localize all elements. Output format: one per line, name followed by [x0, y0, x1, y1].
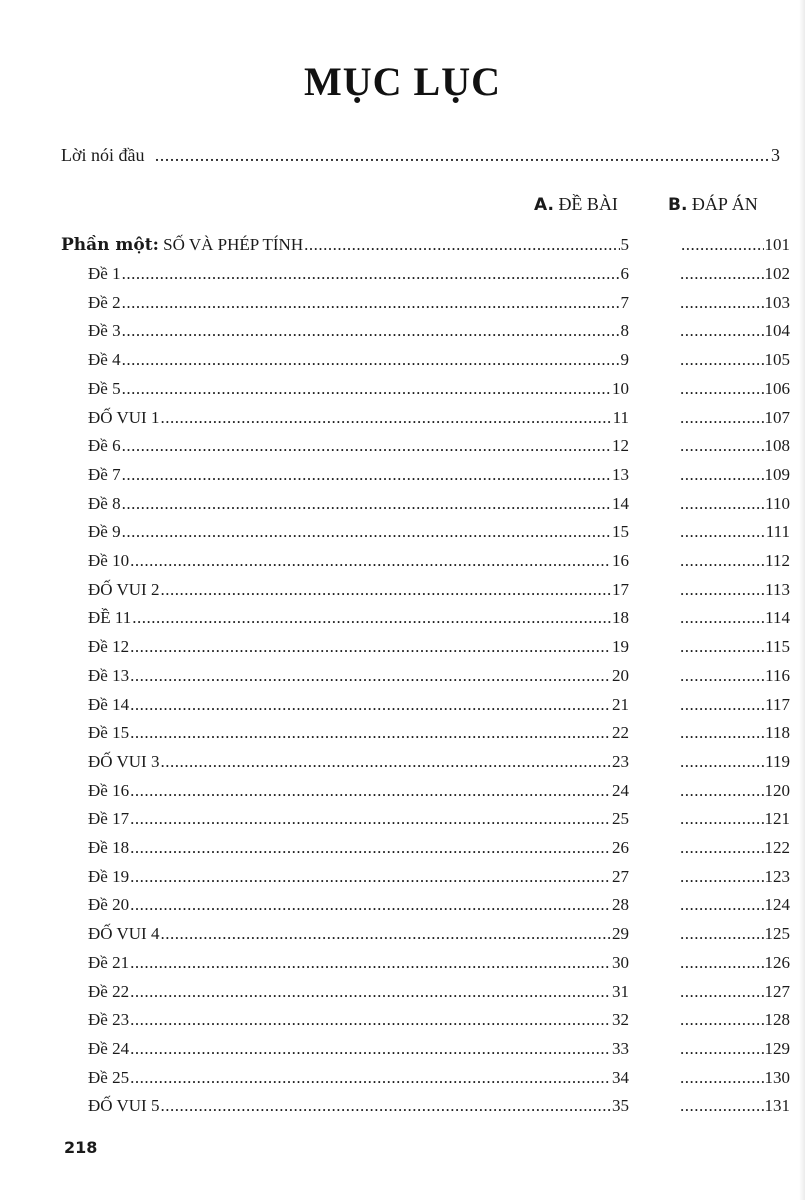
entry-page: 29	[612, 924, 629, 943]
entry-label: Đề 4	[88, 350, 121, 369]
toc-entry-row[interactable]	[88, 292, 629, 314]
entry-page: 8	[620, 321, 629, 340]
book-spine-shadow	[799, 0, 805, 1200]
entry-label: Đề 17	[88, 809, 130, 828]
dot-leader	[680, 320, 764, 342]
answer-page: 113	[765, 580, 790, 599]
answer-page: 125	[764, 924, 790, 943]
dot-leader	[130, 550, 611, 572]
toc-entry-row[interactable]	[88, 694, 629, 716]
entry-label: Đề 3	[88, 321, 121, 340]
dot-leader	[122, 349, 620, 371]
entry-label: Đề 25	[88, 1068, 130, 1087]
answer-page: 129	[764, 1039, 790, 1058]
dot-leader	[130, 894, 611, 916]
answer-page: 110	[765, 494, 790, 513]
dot-leader	[680, 579, 764, 601]
toc-answer-row[interactable]	[680, 1067, 790, 1089]
toc-entry-row[interactable]	[88, 521, 629, 543]
entry-label: Đề 24	[88, 1039, 130, 1058]
toc-answer-row[interactable]	[680, 263, 790, 285]
dot-leader	[680, 521, 765, 543]
entry-page: 16	[612, 551, 629, 570]
entry-page: 26	[612, 838, 629, 857]
entry-label: Đề 1	[88, 264, 121, 283]
entry-label: Đề 9	[88, 522, 121, 541]
toc-entry-row[interactable]	[88, 320, 629, 342]
entry-page: 34	[612, 1068, 629, 1087]
toc-entry-row[interactable]	[88, 464, 629, 486]
entry-page: 12	[612, 436, 629, 455]
dot-leader	[130, 866, 611, 888]
column-b-letter: B.	[668, 195, 688, 215]
toc-entry-row[interactable]	[88, 263, 629, 285]
entry-label: Đề 10	[88, 551, 130, 570]
answer-page: 127	[764, 982, 790, 1001]
toc-answer-row[interactable]	[680, 1095, 790, 1117]
toc-answer-row[interactable]	[680, 435, 790, 457]
entry-label: Đề 7	[88, 465, 121, 484]
toc-answer-row[interactable]	[680, 579, 790, 601]
dot-leader	[680, 636, 764, 658]
dot-leader	[680, 694, 764, 716]
toc-entry-row[interactable]	[88, 435, 629, 457]
foreword-label: Lời nói đầu	[61, 145, 145, 165]
dot-leader	[680, 722, 764, 744]
entry-page: 11	[612, 408, 629, 427]
dot-leader	[122, 435, 611, 457]
toc-answer-row[interactable]	[680, 607, 790, 629]
dot-leader	[160, 923, 611, 945]
dot-leader	[680, 808, 764, 830]
answer-page: 107	[764, 408, 790, 427]
entry-page: 20	[612, 666, 629, 685]
toc-entry-row[interactable]	[88, 407, 629, 429]
entry-page: 14	[612, 494, 629, 513]
answer-page: 105	[764, 350, 790, 369]
dot-leader	[680, 292, 764, 314]
dot-leader	[132, 607, 611, 629]
answer-page: 114	[765, 608, 790, 627]
toc-answer-row[interactable]	[680, 665, 790, 687]
dot-leader	[680, 493, 764, 515]
toc-entry-row[interactable]	[88, 349, 629, 371]
entry-label: ĐỐ VUI 4	[88, 924, 160, 943]
part-title: SỐ VÀ PHÉP TÍNH	[163, 235, 304, 254]
answer-page: 118	[765, 723, 790, 742]
entry-label: Đề 13	[88, 666, 130, 685]
dot-leader	[155, 144, 770, 166]
dot-leader	[130, 808, 611, 830]
toc-answer-row[interactable]	[680, 694, 790, 716]
dot-leader	[122, 493, 611, 515]
toc-answer-row[interactable]	[680, 923, 790, 945]
toc-entry-row[interactable]	[88, 636, 629, 658]
toc-entry-row[interactable]	[88, 923, 629, 945]
entry-page: 10	[612, 379, 629, 398]
page-number: 218	[64, 1138, 98, 1157]
toc-answer-row[interactable]	[680, 292, 790, 314]
dot-leader	[680, 780, 764, 802]
toc-entry-row[interactable]	[88, 780, 629, 802]
part-answer-page: 101	[764, 235, 790, 254]
dot-leader	[680, 607, 764, 629]
toc-entry-row[interactable]	[88, 952, 629, 974]
answer-page: 103	[764, 293, 790, 312]
answer-page: 131	[764, 1096, 790, 1115]
dot-leader	[122, 378, 611, 400]
dot-leader	[680, 263, 764, 285]
entry-page: 7	[620, 293, 629, 312]
dot-leader	[680, 923, 764, 945]
entry-label: Đề 6	[88, 436, 121, 455]
answer-page: 112	[765, 551, 790, 570]
answer-page: 128	[764, 1010, 790, 1029]
entry-label: Đề 12	[88, 637, 130, 656]
dot-leader	[680, 1009, 764, 1031]
part-heading	[61, 234, 303, 256]
toc-answer-row[interactable]	[680, 1038, 790, 1060]
toc-answer-row[interactable]	[680, 780, 790, 802]
toc-answer-row[interactable]	[680, 837, 790, 859]
entry-page: 22	[612, 723, 629, 742]
entry-label: Đề 15	[88, 723, 130, 742]
dot-leader	[680, 751, 764, 773]
toc-answer-row[interactable]	[680, 636, 790, 658]
answer-page: 124	[764, 895, 790, 914]
toc-answer-row[interactable]	[680, 320, 790, 342]
answer-page: 108	[764, 436, 790, 455]
entry-label: Đề 5	[88, 379, 121, 398]
answer-page: 109	[764, 465, 790, 484]
dot-leader	[680, 464, 764, 486]
toc-entry-row[interactable]	[88, 1067, 629, 1089]
dot-leader	[680, 837, 764, 859]
answer-page: 111	[765, 522, 790, 541]
toc-entry-row[interactable]	[88, 550, 629, 572]
entry-page: 32	[612, 1010, 629, 1029]
entry-page: 27	[612, 867, 629, 886]
dot-leader	[160, 407, 611, 429]
dot-leader	[160, 1095, 611, 1117]
entry-label: ĐỐ VUI 2	[88, 580, 160, 599]
dot-leader	[122, 320, 620, 342]
toc-entry-row[interactable]	[88, 751, 629, 773]
entry-label: Đề 18	[88, 838, 130, 857]
entry-page: 9	[620, 350, 629, 369]
toc-entry-row[interactable]	[88, 378, 629, 400]
dot-leader	[130, 837, 611, 859]
entry-label: Đề 14	[88, 695, 130, 714]
answer-page: 117	[765, 695, 790, 714]
dot-leader	[130, 636, 611, 658]
column-a-label: ĐỀ BÀI	[558, 194, 618, 214]
toc-answer-row[interactable]	[680, 751, 790, 773]
entry-label: Đề 16	[88, 781, 130, 800]
entry-label: ĐỐ VUI 1	[88, 408, 160, 427]
answer-page: 116	[765, 666, 790, 685]
entry-page: 13	[612, 465, 629, 484]
toc-foreword-row[interactable]	[61, 144, 780, 166]
entry-page: 15	[612, 522, 629, 541]
toc-entry-row[interactable]	[88, 866, 629, 888]
entry-page: 18	[612, 608, 629, 627]
dot-leader	[130, 981, 611, 1003]
answer-page: 106	[764, 379, 790, 398]
dot-leader	[680, 894, 764, 916]
answer-page: 123	[764, 867, 790, 886]
dot-leader	[680, 550, 764, 572]
dot-leader	[680, 981, 764, 1003]
toc-answer-row[interactable]	[680, 521, 790, 543]
dot-leader	[304, 234, 619, 256]
entry-label: Đề 23	[88, 1010, 130, 1029]
entry-page: 28	[612, 895, 629, 914]
part-page: 5	[620, 235, 629, 254]
toc-answer-row[interactable]	[680, 808, 790, 830]
entry-label: ĐỐ VUI 5	[88, 1096, 160, 1115]
dot-leader	[130, 665, 611, 687]
entry-page: 6	[620, 264, 629, 283]
entry-label: Đề 2	[88, 293, 121, 312]
toc-entry-row[interactable]	[88, 894, 629, 916]
entry-label: ĐỐ VUI 3	[88, 752, 160, 771]
toc-entry-row[interactable]	[88, 1009, 629, 1031]
answer-page: 115	[765, 637, 790, 656]
toc-answer-row[interactable]	[680, 866, 790, 888]
dot-leader	[680, 1038, 764, 1060]
toc-entry-row[interactable]	[88, 579, 629, 601]
dot-leader	[681, 234, 764, 256]
entry-page: 19	[612, 637, 629, 656]
answer-page: 119	[765, 752, 790, 771]
dot-leader	[160, 751, 611, 773]
toc-entry-row[interactable]	[88, 1038, 629, 1060]
entry-label: Đề 22	[88, 982, 130, 1001]
dot-leader	[680, 349, 764, 371]
entry-page: 35	[612, 1096, 629, 1115]
column-header-answers	[668, 194, 758, 215]
dot-leader	[130, 1009, 611, 1031]
entry-page: 31	[612, 982, 629, 1001]
dot-leader	[130, 694, 611, 716]
entry-page: 24	[612, 781, 629, 800]
toc-answer-row[interactable]	[680, 407, 790, 429]
dot-leader	[680, 435, 764, 457]
toc-entry-row[interactable]	[88, 808, 629, 830]
toc-entry-row[interactable]	[88, 981, 629, 1003]
dot-leader	[680, 665, 764, 687]
dot-leader	[680, 952, 764, 974]
page-title: MỤC LỤC	[304, 59, 501, 104]
answer-page: 102	[764, 264, 790, 283]
answer-page: 120	[764, 781, 790, 800]
toc-answer-row[interactable]	[680, 722, 790, 744]
dot-leader	[680, 407, 764, 429]
answer-page: 130	[764, 1068, 790, 1087]
part-answer-row[interactable]	[680, 234, 790, 256]
entry-label: ĐỀ 11	[88, 608, 132, 627]
dot-leader	[130, 1067, 611, 1089]
toc-entry-row[interactable]	[88, 607, 629, 629]
entry-page: 25	[612, 809, 629, 828]
toc-entry-row[interactable]	[88, 837, 629, 859]
answer-page: 121	[764, 809, 790, 828]
dot-leader	[130, 780, 611, 802]
dot-leader	[130, 722, 611, 744]
toc-answer-row[interactable]	[680, 981, 790, 1003]
toc-entry-row[interactable]	[88, 493, 629, 515]
entry-page: 17	[612, 580, 629, 599]
answer-page: 104	[764, 321, 790, 340]
dot-leader	[680, 1095, 764, 1117]
dot-leader	[122, 521, 611, 543]
toc-answer-row[interactable]	[680, 464, 790, 486]
dot-leader	[130, 952, 611, 974]
dot-leader	[122, 464, 611, 486]
entry-page: 30	[612, 953, 629, 972]
entry-label: Đề 21	[88, 953, 130, 972]
dot-leader	[130, 1038, 611, 1060]
entry-label: Đề 19	[88, 867, 130, 886]
toc-entry-row[interactable]	[88, 722, 629, 744]
column-b-label: ĐÁP ÁN	[691, 194, 758, 214]
toc-answer-row[interactable]	[680, 894, 790, 916]
toc-part-row[interactable]	[61, 234, 629, 256]
entry-page: 33	[612, 1039, 629, 1058]
dot-leader	[680, 1067, 764, 1089]
toc-entry-row[interactable]	[88, 665, 629, 687]
column-a-letter: A.	[534, 195, 554, 215]
toc-answer-row[interactable]	[680, 952, 790, 974]
toc-answer-row[interactable]	[680, 1009, 790, 1031]
toc-answer-row[interactable]	[680, 493, 790, 515]
column-headers	[520, 194, 790, 220]
dot-leader	[680, 866, 764, 888]
entry-label: Đề 20	[88, 895, 130, 914]
dot-leader	[122, 292, 620, 314]
answer-page: 122	[764, 838, 790, 857]
answer-page: 126	[764, 953, 790, 972]
dot-leader	[122, 263, 620, 285]
toc-answer-row[interactable]	[680, 550, 790, 572]
toc-answer-row[interactable]	[680, 378, 790, 400]
foreword-page: 3	[771, 145, 780, 165]
dot-leader	[160, 579, 611, 601]
part-lead: Phần một:	[61, 235, 159, 255]
toc-answer-row[interactable]	[680, 349, 790, 371]
column-header-questions	[534, 194, 618, 215]
entry-page: 21	[612, 695, 629, 714]
dot-leader	[680, 378, 764, 400]
entry-label: Đề 8	[88, 494, 121, 513]
toc-entry-row[interactable]	[88, 1095, 629, 1117]
entry-page: 23	[612, 752, 629, 771]
